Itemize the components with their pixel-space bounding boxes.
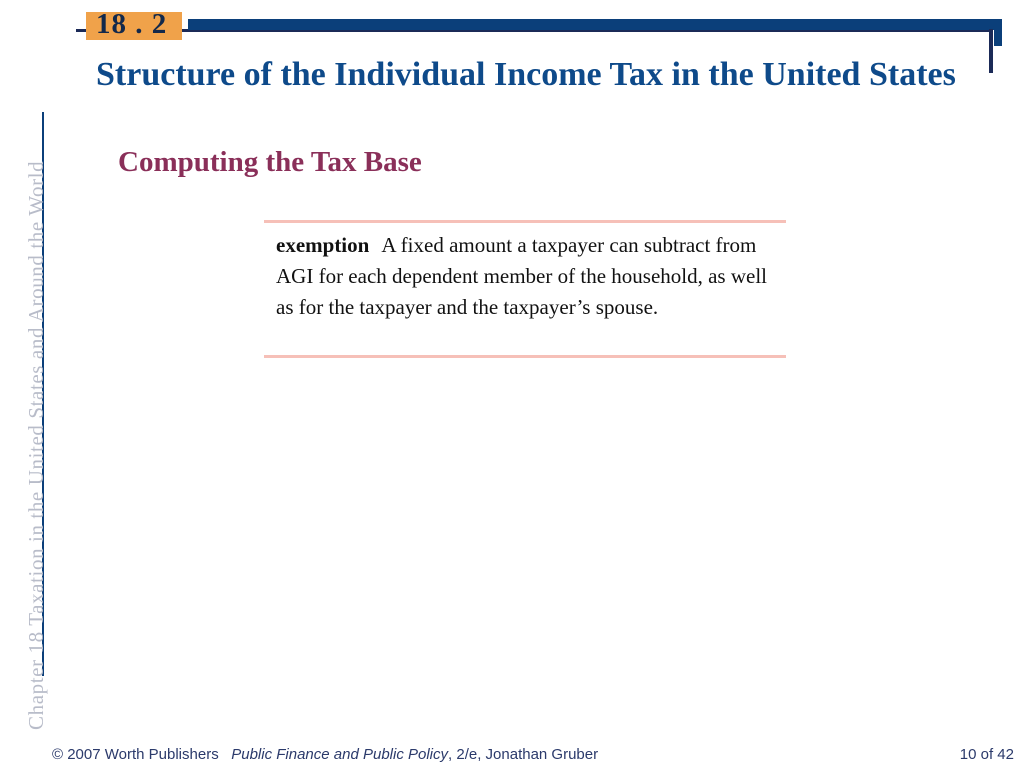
section-number: 18 . 2 [96,8,168,40]
definition-bottom-rule [264,355,786,358]
header-right-bracket-thick [994,19,1002,46]
definition-term: exemption [276,233,370,257]
slide-subtitle: Computing the Tax Base [118,146,422,178]
footer-copyright: © 2007 Worth Publishers [52,746,219,763]
definition-box [264,220,786,358]
side-chapter-title: Chapter 18 Taxation in the United States and Around the World [24,160,48,730]
footer-book-title: Public Finance and Public Policy [231,746,449,763]
header-thick-bar [188,19,1002,30]
definition-top-rule [264,220,786,223]
footer-page-number: 10 of 42 [959,746,1014,763]
definition-text [276,230,788,323]
footer-credits [52,746,598,763]
header-right-bracket [989,29,993,73]
slide-title: Structure of the Individual Income Tax in the United States [96,56,956,93]
definition-body: A fixed amount a taxpayer can subtract from AGI for each dependent member of the household, as well as for the taxpayer and the taxpayer’s spouse. [276,233,767,319]
footer-book-edition: , 2/e, Jonathan Gruber [448,746,599,763]
